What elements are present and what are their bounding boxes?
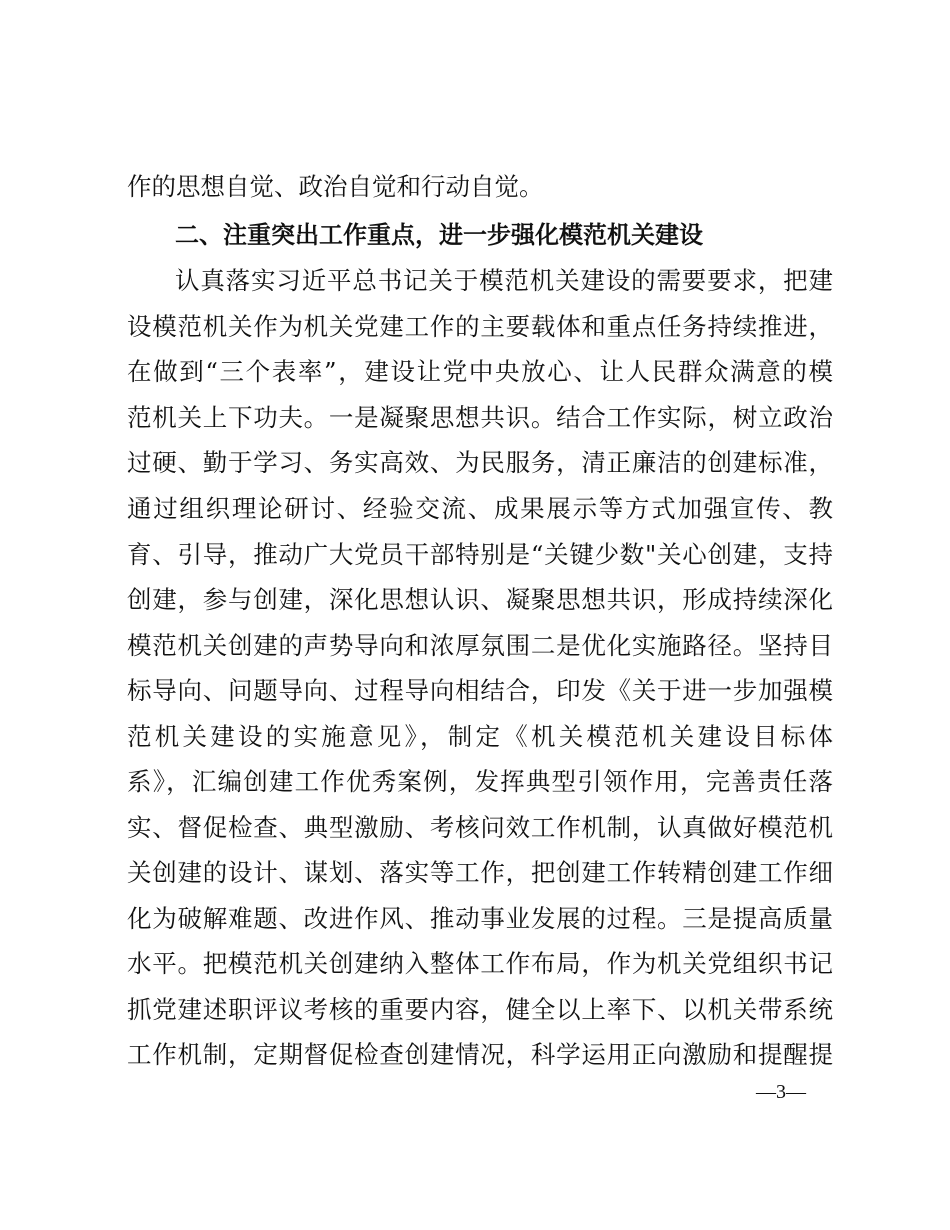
body-line: 认真落实习近平总书记关于模范机关建设的需要要求，把建 [175,266,833,295]
body-line: 抓党建述职评议考核的重要内容，健全以上率下、以机关带系统 [127,995,833,1024]
body-line: 化为破解难题、改进作风、推动事业发展的过程。三是提高质量 [127,904,833,933]
body-line: 工作机制，定期督促检查创建情况，科学运用正向激励和提醒提 [127,1040,833,1069]
body-line: 设模范机关作为机关党建工作的主要载体和重点任务持续推进， [127,312,833,341]
body-line: 实、督促检查、典型激励、考核问效工作机制，认真做好模范机 [127,813,833,842]
body-line: 过硬、勤于学习、务实高效、为民服务，清正廉洁的创建标准， [127,448,833,477]
opening-line: 作的思想自觉、政治自觉和行动自觉。 [127,172,544,201]
section-heading: 二、注重突出工作重点，进一步强化模范机关建设 [175,221,703,249]
body-line: 育、引导，推动广大党员干部特别是“关键少数"关心创建，支持 [127,540,833,569]
body-line: 关创建的设计、谋划、落实等工作，把创建工作转精创建工作细 [127,858,833,887]
body-line: 通过组织理论研讨、经验交流、成果展示等方式加强宣传、教 [127,494,833,523]
body-line: 范机关上下功夫。一是凝聚思想共识。结合工作实际，树立政治 [127,403,833,432]
body-line: 范机关建设的实施意见》，制定《机关模范机关建设目标体 [127,722,833,751]
body-line: 水平。把模范机关创建纳入整体工作布局，作为机关党组织书记 [127,949,833,978]
page-number: —3— [756,1081,806,1103]
body-line: 标导向、问题导向、过程导向相结合，印发《关于进一步加强模 [127,676,833,705]
body-line: 创建，参与创建，深化思想认识、凝聚思想共识，形成持续深化 [127,585,833,614]
body-line: 在做到“三个表率”，建设让党中央放心、让人民群众满意的模 [127,357,833,386]
body-line: 系》，汇编创建工作优秀案例，发挥典型引领作用，完善责任落 [127,767,833,796]
body-line: 模范机关创建的声势导向和浓厚氛围二是优化实施路径。坚持目 [127,631,833,660]
